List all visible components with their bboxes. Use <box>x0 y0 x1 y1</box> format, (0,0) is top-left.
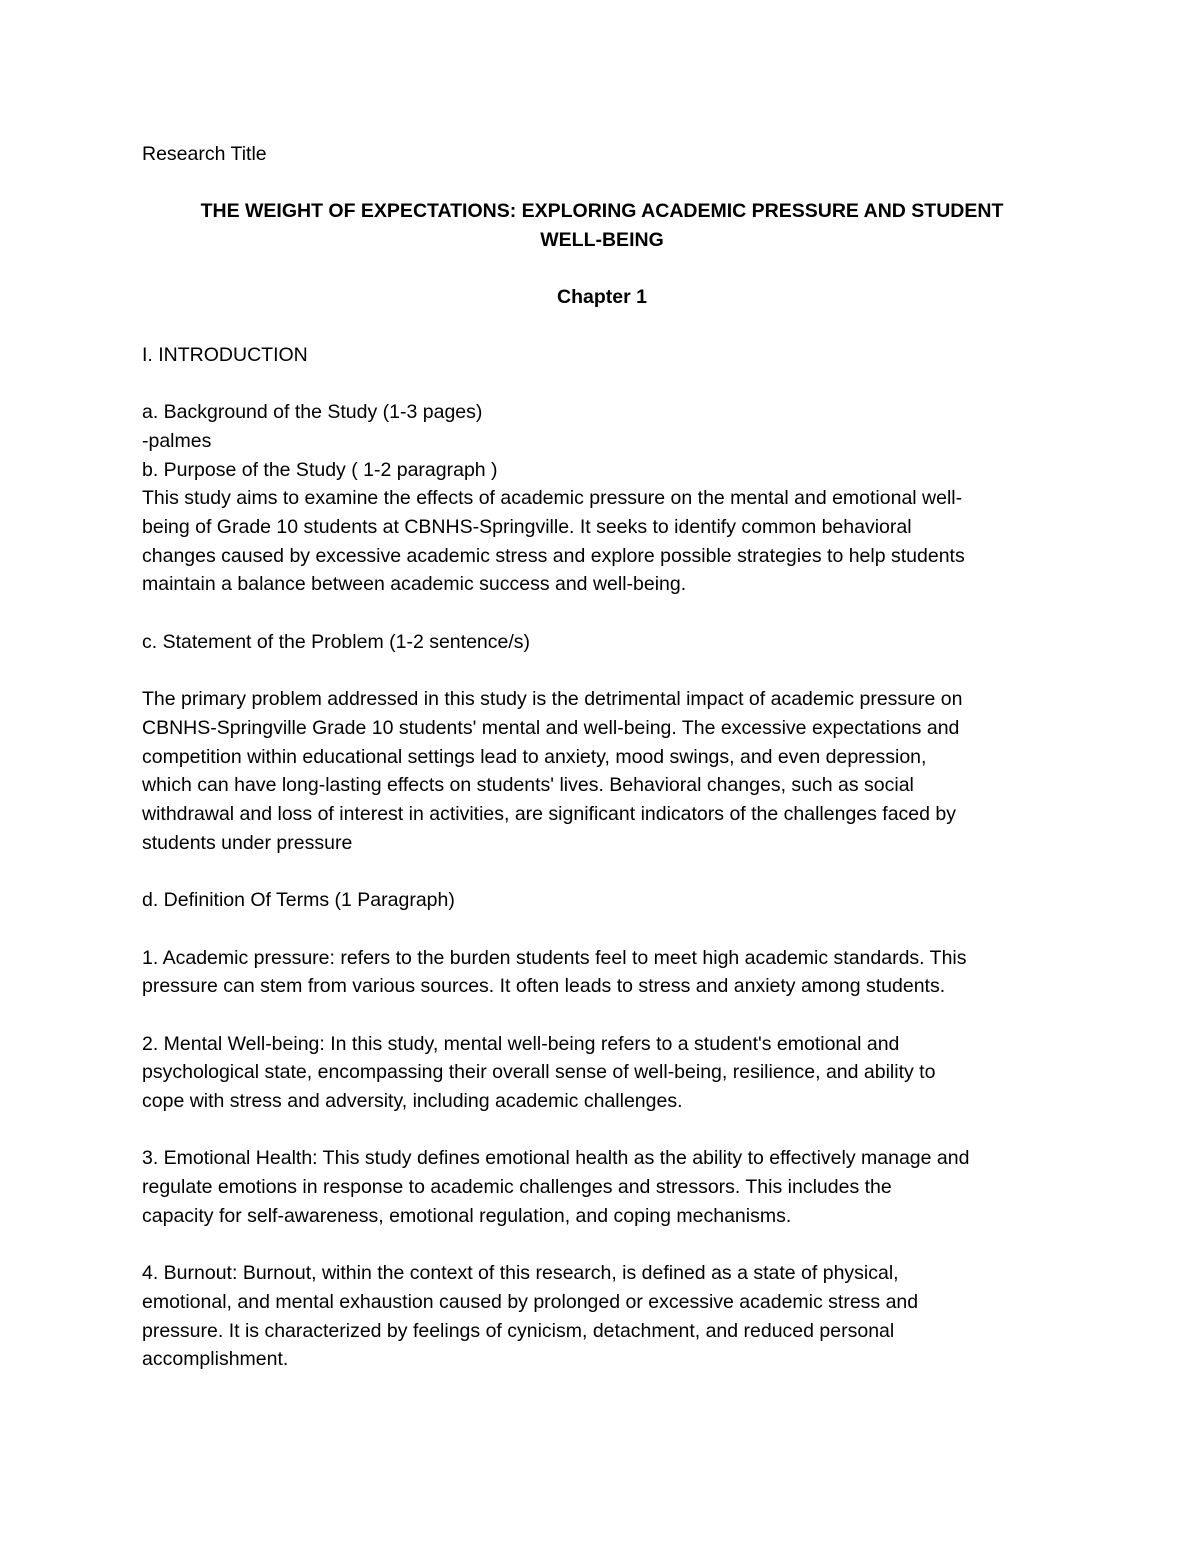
paragraph-line: 3. Emotional Health: This study defines emotional health as the ability to effectively manage and <box>142 1147 970 1170</box>
paper-title-line-2: WELL-BEING <box>540 229 664 252</box>
term-mental-well-being <box>142 1030 1062 1116</box>
problem-heading: c. Statement of the Problem (1-2 sentence/s) <box>142 630 531 653</box>
paragraph-line: which can have long-lasting effects on students' lives. Behavioral changes, such as social <box>142 774 914 797</box>
paragraph-line: regulate emotions in response to academic challenges and stressors. This includes the <box>142 1176 892 1199</box>
spacer <box>142 1001 1062 1030</box>
paragraph-line: pressure can stem from various sources. It often leads to stress and anxiety among students. <box>142 975 946 998</box>
paragraph-line: This study aims to examine the effects of academic pressure on the mental and emotional well- <box>142 487 963 510</box>
paragraph-line: 1. Academic pressure: refers to the burden students feel to meet high academic standards. This <box>142 946 967 969</box>
purpose-paragraph <box>142 484 1062 599</box>
definitions-heading: d. Definition Of Terms (1 Paragraph) <box>142 889 455 912</box>
paper-title-line-1: THE WEIGHT OF EXPECTATIONS: EXPLORING ACADEMIC PRESSURE AND STUDENT <box>200 200 1004 223</box>
spacer <box>142 312 1062 341</box>
research-title-label: Research Title <box>142 143 267 165</box>
spacer <box>142 599 1062 628</box>
paragraph-line: 4. Burnout: Burnout, within the context of this research, is defined as a state of physical, <box>142 1262 899 1285</box>
paragraph-line: capacity for self-awareness, emotional regulation, and coping mechanisms. <box>142 1204 792 1227</box>
paragraph-line: competition within educational settings lead to anxiety, mood swings, and even depression, <box>142 745 927 768</box>
paragraph-line: emotional, and mental exhaustion caused by prolonged or excessive academic stress and <box>142 1290 919 1313</box>
paragraph-line: cope with stress and adversity, including academic challenges. <box>142 1090 683 1113</box>
paragraph-line: pressure. It is characterized by feelings of cynicism, detachment, and reduced personal <box>142 1319 895 1342</box>
paragraph-line: accomplishment. <box>142 1348 289 1371</box>
section-heading: I. INTRODUCTION <box>142 343 308 366</box>
paragraph-line: changes caused by excessive academic stress and explore possible strategies to help students <box>142 544 965 567</box>
paragraph-line: being of Grade 10 students at CBNHS-Springville. It seeks to identify common behavioral <box>142 516 912 539</box>
paragraph-line: withdrawal and loss of interest in activities, are significant indicators of the challenges faced by <box>142 803 957 826</box>
background-note: -palmes <box>142 429 212 452</box>
chapter-heading: Chapter 1 <box>557 286 647 309</box>
paragraph-line: The primary problem addressed in this study is the detrimental impact of academic pressure on <box>142 688 963 711</box>
spacer <box>142 370 1062 399</box>
paragraph-line: students under pressure <box>142 831 353 854</box>
term-burnout <box>142 1259 1062 1374</box>
spacer <box>142 1231 1062 1260</box>
spacer <box>142 1116 1062 1145</box>
spacer <box>142 657 1062 686</box>
paragraph-line: psychological state, encompassing their overall sense of well-being, resilience, and ability to <box>142 1061 936 1084</box>
spacer <box>142 255 1062 284</box>
spacer <box>142 169 1062 198</box>
paragraph-line: CBNHS-Springville Grade 10 students' mental and well-being. The excessive expectations and <box>142 716 960 739</box>
spacer <box>142 857 1062 886</box>
spacer <box>142 915 1062 944</box>
paragraph-line: maintain a balance between academic success and well-being. <box>142 573 687 596</box>
purpose-heading: b. Purpose of the Study ( 1-2 paragraph ) <box>142 458 498 481</box>
term-emotional-health <box>142 1144 1062 1230</box>
document-body <box>142 140 1062 1374</box>
problem-paragraph <box>142 685 1062 857</box>
term-academic-pressure <box>142 944 1062 1001</box>
background-heading: a. Background of the Study (1-3 pages) <box>142 401 483 424</box>
paragraph-line: 2. Mental Well-being: In this study, mental well-being refers to a student's emotional and <box>142 1032 900 1055</box>
